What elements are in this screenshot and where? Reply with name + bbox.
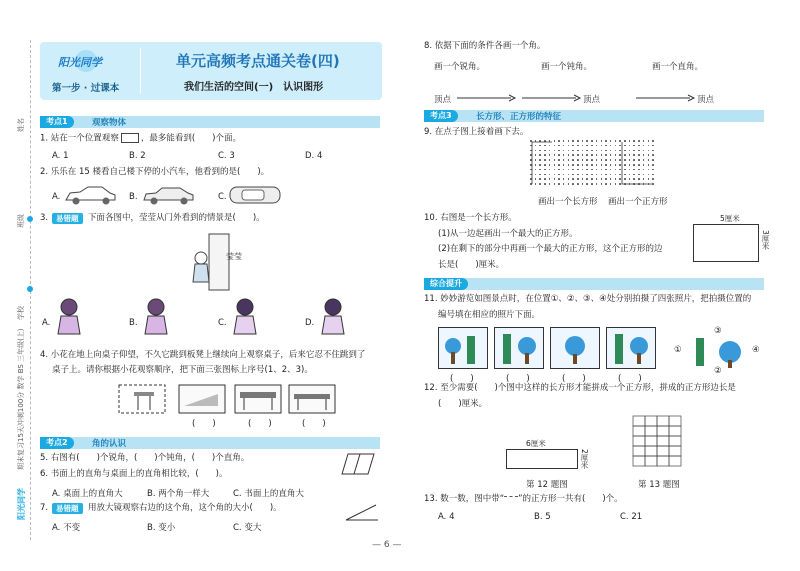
- q6-text: 6. 书面上的直角与桌面上的直角相比较，( )。: [40, 469, 228, 479]
- q11-bracket-1[interactable]: ( ): [450, 374, 474, 384]
- q10-line-2: (2)在剩下的部分中再画一个最大的正方形，这个正方形的边: [438, 244, 663, 254]
- photo-3: [550, 327, 600, 369]
- ray-arrow-2[interactable]: [520, 93, 582, 103]
- q10-line-1: (1)从一边起画出一个最大的正方形。: [438, 229, 578, 239]
- q11-bracket-4[interactable]: ( ): [618, 374, 642, 384]
- grid-cell: [633, 426, 645, 436]
- table-view-3-icon: [234, 384, 282, 414]
- q4-text-2: 桌子上。请你根据小花观察顺序，把下面三张图标上序号(1、2、3)。: [52, 365, 313, 375]
- q7-number: 7.: [40, 503, 49, 513]
- sidebar-brand: 阳光同学: [17, 488, 26, 520]
- q4-bracket-1[interactable]: ( ): [192, 419, 216, 429]
- q13-grid-figure: [631, 414, 687, 470]
- ray-arrow-1[interactable]: [455, 93, 517, 103]
- table-view-1-icon: [118, 384, 166, 414]
- q1-text: 1. 站在一个位置观察 ，最多能看到( )个面。: [40, 133, 241, 144]
- brand-logo: 阳光同学: [50, 48, 122, 74]
- position-mark-3: ③: [714, 326, 722, 336]
- q11-text-2: 编号填在相应的照片下面。: [438, 310, 541, 320]
- q4-bracket-3[interactable]: ( ): [302, 419, 326, 429]
- q8-item-2: 画一个钝角。: [541, 62, 593, 72]
- header-divider: [140, 48, 141, 94]
- q3-option-c[interactable]: C.: [218, 318, 227, 328]
- section-header-1: [40, 116, 380, 128]
- q9-text: 9. 在点子图上接着画下去。: [424, 127, 529, 137]
- q4-text: 4. 小花在地上向桌子仰望，不久它跳到板凳上继续向上观察桌子，后来它忍不住跳到了: [40, 350, 366, 360]
- q9-label-2: 画出一个正方形: [608, 197, 668, 207]
- q12-height-label: 2厘米: [580, 449, 589, 469]
- position-mark-2: ②: [714, 366, 722, 376]
- section-tag-3: 考点3: [424, 110, 458, 122]
- girl-back-icon: [230, 296, 260, 338]
- q8-item-1: 画一个锐角。: [434, 62, 486, 72]
- grid-cell: [645, 426, 657, 436]
- vertex-label-2: 顶点: [583, 95, 601, 105]
- book-info: 期末复习15天冲刺100分 数学 BS 三年级(上): [17, 328, 25, 470]
- q3-number: 3.: [40, 213, 49, 223]
- q7-badge: 易错题: [52, 503, 83, 514]
- q1-option-a[interactable]: A. 1: [52, 151, 69, 161]
- binding-hole-icon: [27, 216, 33, 222]
- q1-option-b[interactable]: B. 2: [129, 151, 146, 161]
- photo-2: [494, 327, 544, 369]
- q12-rectangle: [506, 449, 578, 469]
- q1-option-c[interactable]: C. 3: [218, 151, 235, 161]
- q13-option-a[interactable]: A. 4: [438, 512, 455, 522]
- girl-icon: [54, 296, 84, 338]
- q12-text-2: ( )厘米。: [438, 399, 488, 409]
- section-tag-2: 考点2: [40, 437, 74, 449]
- grid-cell: [657, 426, 669, 436]
- section-title-1: 观察物体: [92, 118, 127, 128]
- angle-figure: [344, 502, 380, 522]
- binding-hole-icon: [27, 286, 33, 292]
- table-view-2-icon: [178, 384, 226, 414]
- door-scene-icon: [185, 232, 237, 294]
- grid-cell: [657, 456, 669, 466]
- q7-option-a[interactable]: A. 不变: [52, 523, 81, 533]
- q13-option-b[interactable]: B. 5: [534, 512, 551, 522]
- grid-cell: [657, 446, 669, 456]
- grid-cell: [633, 436, 645, 446]
- q10-text: 10. 右图是一个长方形。: [424, 213, 517, 223]
- rectangle-width-label: 5厘米: [720, 214, 740, 223]
- q2-text: 2. 乐乐在 15 楼看自己楼下停的小汽车，他看到的是( )。: [40, 167, 270, 177]
- q7-text: 用放大镜观察右边的这个角，这个角的大小( )。: [88, 503, 282, 513]
- grid-cell: [669, 436, 681, 446]
- tree-pagoda-icon: [551, 328, 599, 368]
- q7-option-c[interactable]: C. 变大: [233, 523, 262, 533]
- q3-badge: 易错题: [52, 213, 83, 224]
- class-label: 班级: [17, 214, 25, 228]
- table-view-4-icon: [288, 384, 336, 414]
- section-header-3: [424, 110, 764, 122]
- q12-width-label: 6厘米: [526, 439, 546, 448]
- q13-text: 13. 数一数，图中带“ ”的正方形一共有( )个。: [424, 494, 623, 504]
- photo-1: [438, 327, 488, 369]
- q9-label-1: 画出一个长方形: [538, 197, 598, 207]
- q8-text: 8. 依据下面的条件各画一个角。: [424, 41, 546, 51]
- section-title-2: 角的认识: [92, 439, 127, 449]
- q10-line-3: 长是( )厘米。: [438, 260, 505, 270]
- section-title-3: 长方形、正方形的特征: [476, 112, 562, 122]
- grid-cell: [669, 426, 681, 436]
- q10-rectangle[interactable]: [693, 224, 759, 262]
- car-top-icon: [228, 184, 282, 206]
- q13-caption: 第 13 题图: [638, 480, 680, 490]
- rectangle-height-label: 3厘米: [761, 230, 770, 250]
- page-subtitle: 我们生活的空间(一) 认识图形: [184, 82, 324, 93]
- section-tag-1: 考点1: [40, 116, 74, 128]
- q3-option-d[interactable]: D.: [305, 318, 315, 328]
- school-label: 学校: [17, 306, 25, 320]
- page-number: — 6 —: [372, 540, 402, 550]
- dot-grid-rectangle-start: [530, 140, 660, 190]
- q5-text: 5. 右图有( )个锐角，( )个钝角，( )个直角。: [40, 453, 250, 463]
- star-mark-icon: [504, 496, 518, 502]
- grid-cell: [669, 446, 681, 456]
- q7-option-b[interactable]: B. 变小: [147, 523, 176, 533]
- q2-option-a[interactable]: A.: [52, 192, 61, 202]
- grid-cell: [657, 436, 669, 446]
- step-label: 第一步 · 过课本: [52, 83, 120, 94]
- tree-pagoda-icon: [495, 328, 543, 368]
- q6-option-a[interactable]: A. 桌面上的直角大: [52, 489, 123, 499]
- grid-cell: [645, 456, 657, 466]
- box-icon: [121, 133, 139, 143]
- q2-option-b[interactable]: B.: [129, 192, 138, 202]
- ray-arrow-3[interactable]: [634, 93, 696, 103]
- tree-pagoda-icon: [607, 328, 655, 368]
- name-label: 姓名: [17, 118, 25, 132]
- q11-text: 11. 妙妙游览如图景点时，在位置①、②、③、④处分别拍摄了四张照片，把拍摄位置的: [424, 294, 752, 304]
- q4-bracket-2[interactable]: ( ): [248, 419, 272, 429]
- q3-option-b[interactable]: B.: [129, 318, 138, 328]
- q2-option-c[interactable]: C.: [218, 192, 227, 202]
- person-label: 莹莹: [226, 252, 242, 261]
- section-tag-4: 综合提升: [424, 278, 468, 290]
- section-header-2: [40, 437, 380, 449]
- parallelogram-figure: [340, 452, 376, 476]
- grid-cell: [633, 416, 645, 426]
- q12-text: 12. 至少需要( )个图中这样的长方形才能拼成一个正方形，拼成的正方形边长是: [424, 383, 736, 393]
- position-mark-1: ①: [674, 345, 682, 355]
- q8-item-3: 画一个直角。: [652, 62, 704, 72]
- page-title: 单元高频考点通关卷(四): [176, 52, 340, 70]
- car-side-icon: [140, 184, 196, 206]
- section-header-4: [424, 278, 764, 290]
- vertex-label-3: 顶点: [697, 95, 715, 105]
- vertex-label-1: 顶点: [434, 95, 452, 105]
- grid-cell: [657, 416, 669, 426]
- q6-option-b[interactable]: B. 两个角一样大: [147, 489, 210, 499]
- q6-option-c[interactable]: C. 书面上的直角大: [233, 489, 304, 499]
- grid-cell: [645, 436, 657, 446]
- car-side-icon: [62, 184, 118, 206]
- position-mark-4: ④: [752, 345, 760, 355]
- girl-icon: [141, 296, 171, 338]
- q12-caption: 第 12 题图: [526, 480, 568, 490]
- q3-option-a[interactable]: A.: [42, 318, 51, 328]
- girl-back-icon: [318, 296, 348, 338]
- photo-4: [606, 327, 656, 369]
- grid-cell: [633, 456, 645, 466]
- q11-bracket-2[interactable]: ( ): [506, 374, 530, 384]
- q11-bracket-3[interactable]: ( ): [562, 374, 586, 384]
- grid-cell: [633, 446, 645, 456]
- grid-cell: [669, 456, 681, 466]
- grid-cell: [645, 416, 657, 426]
- grid-cell: [669, 416, 681, 426]
- q1-option-d[interactable]: D. 4: [305, 151, 323, 161]
- tree-pagoda-icon: [439, 328, 487, 368]
- scene-map-icon: [688, 334, 750, 368]
- grid-cell: [645, 446, 657, 456]
- q3-text: 下面各图中，莹莹从门外看到的情景是( )。: [88, 213, 265, 223]
- q13-option-c[interactable]: C. 21: [620, 512, 643, 522]
